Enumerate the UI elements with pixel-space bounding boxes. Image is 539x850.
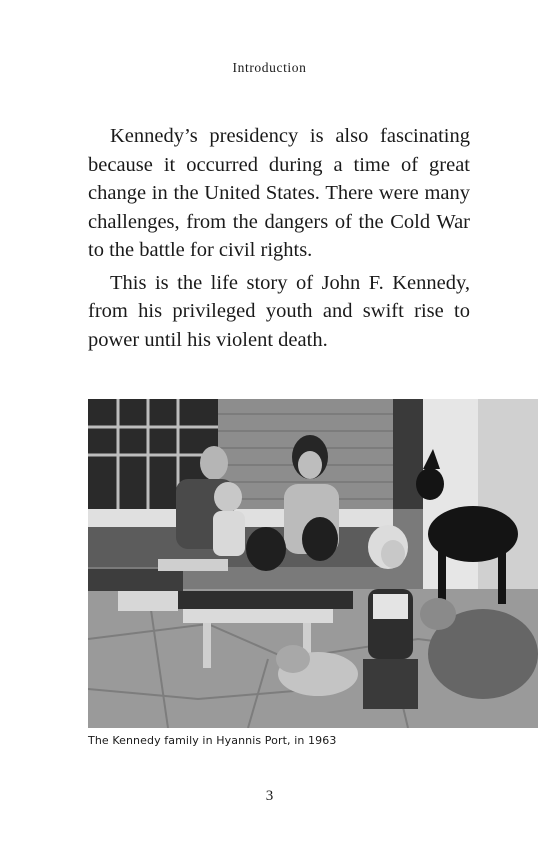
paragraph-2: This is the life story of John F. Kennedy, from his privileged youth and swift rise to power until his violent death.	[88, 271, 470, 351]
paragraph-1: Kennedy’s presidency is also fascinating because it occurred during a time of great change in the United States. There were many challenges, from the dangers of the Cold War to the battle for civil rights.	[88, 125, 470, 261]
page-number: 3	[265, 788, 274, 804]
photo-caption: The Kennedy family in Hyannis Port, in 1963	[88, 734, 337, 747]
body-text	[88, 122, 470, 358]
family-photo	[88, 399, 538, 728]
running-head: Introduction	[232, 60, 307, 75]
